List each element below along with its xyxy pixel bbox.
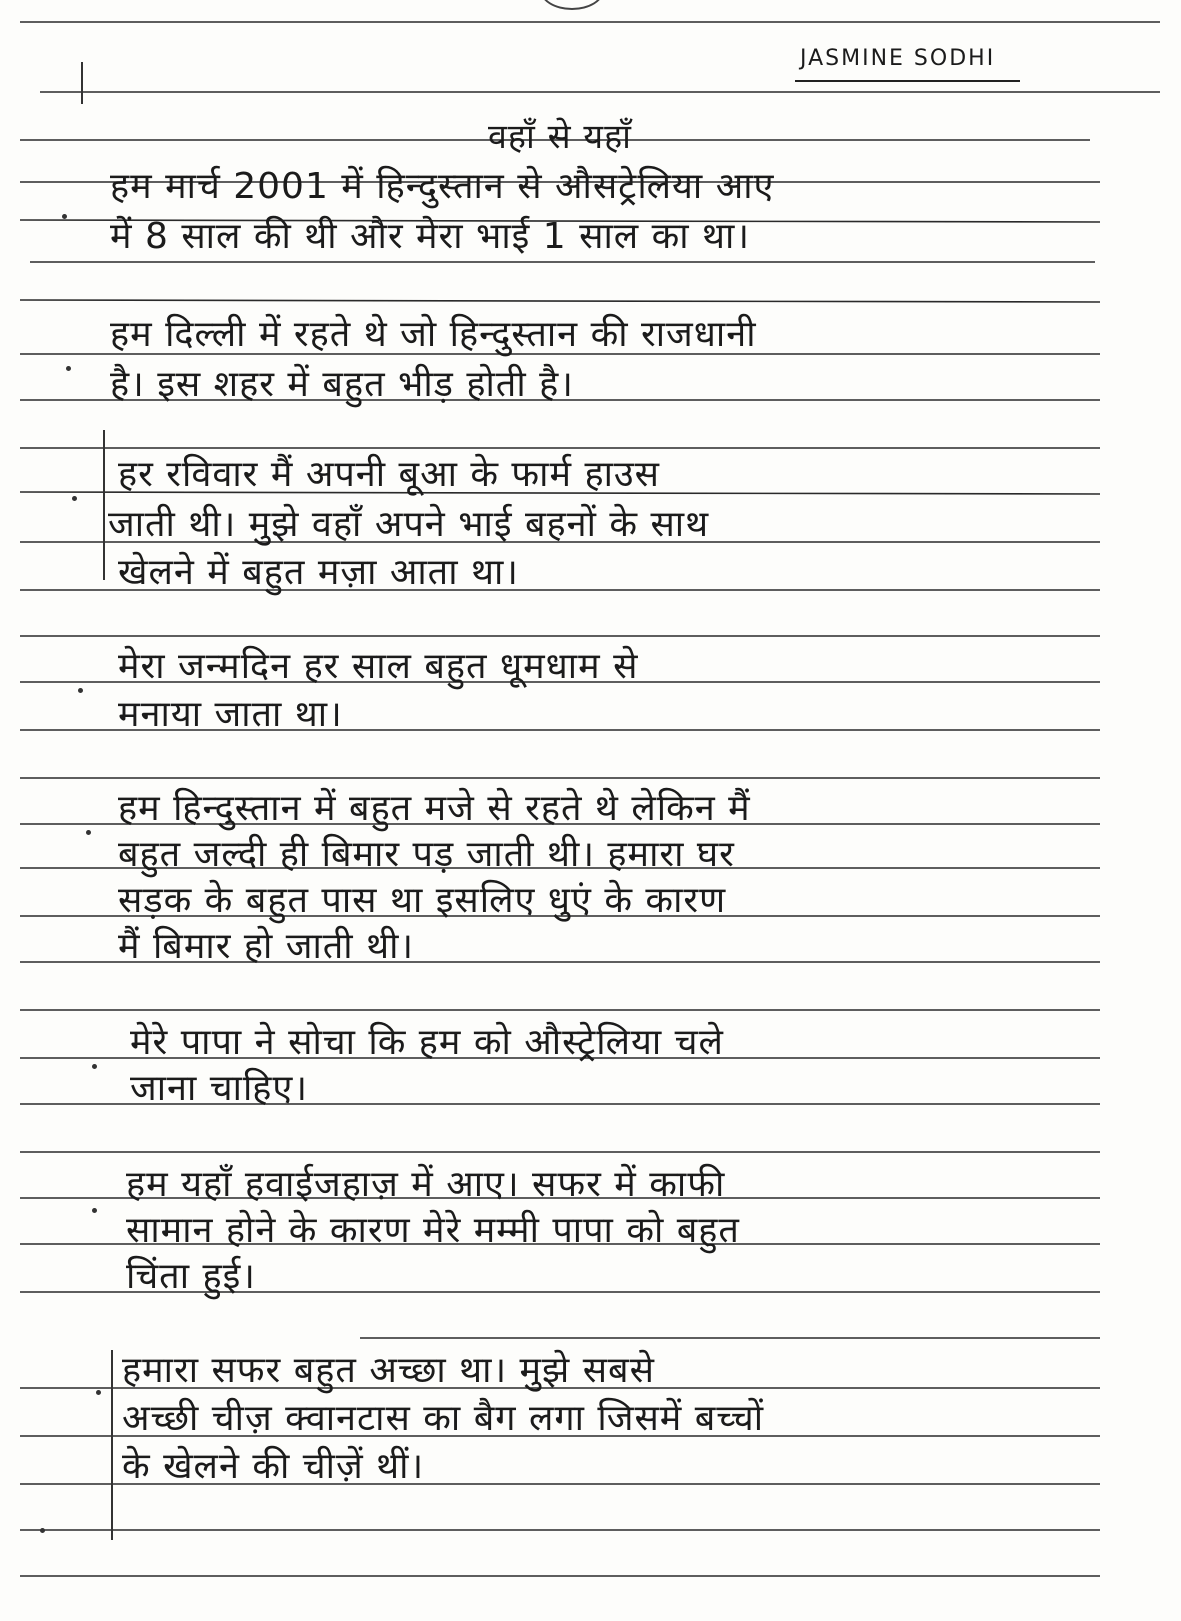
paragraph-2-line-1: हम दिल्ली में रहते थे जो हिन्दुस्तान की राजधानी	[110, 314, 757, 355]
paragraph-7-line-3: चिंता हुई।	[126, 1256, 256, 1297]
paragraph-1-line-1: हम मार्च 2001 में हिन्दुस्तान से औसट्रेलिया आए	[110, 166, 775, 207]
paragraph-7-line-2: सामान होने के कारण मेरे मम्मी पापा को बहुत	[126, 1210, 740, 1251]
paragraph-6-line-2: जाना चाहिए।	[130, 1068, 308, 1109]
paragraph-4-line-1: मेरा जन्मदिन हर साल बहुत धूमधाम से	[118, 646, 639, 687]
paragraph-5-line-1: हम हिन्दुस्तान में बहुत मजे से रहते थे लेकिन मैं	[118, 788, 751, 829]
paragraph-8-line-3: के खेलने की चीज़ें थीं।	[122, 1446, 425, 1487]
paragraph-8-line-1: हमारा सफर बहुत अच्छा था। मुझे सबसे	[122, 1350, 655, 1391]
page-title: वहाँ से यहाँ	[488, 117, 632, 157]
paragraph-bullet	[62, 214, 67, 219]
paragraph-bullet	[66, 366, 71, 371]
paragraph-bullet	[86, 830, 91, 835]
paragraph-bullet	[92, 1208, 97, 1213]
paragraph-3-line-2: जाती थी। मुझे वहाँ अपने भाई बहनों के साथ	[108, 504, 710, 545]
paragraph-4-line-2: मनाया जाता था।	[118, 694, 343, 735]
author-underline	[795, 80, 1020, 82]
author-name: JASMINE SODHI	[800, 46, 996, 71]
paragraph-1-line-2: में 8 साल की थी और मेरा भाई 1 साल का था।	[110, 216, 751, 257]
paragraph-5-line-3: सड़क के बहुत पास था इसलिए धुएं के कारण	[118, 880, 727, 921]
paragraph-5-line-4: मैं बिमार हो जाती थी।	[118, 926, 415, 967]
paragraph-bullet	[92, 1064, 97, 1069]
paragraph-3-line-3: खेलने में बहुत मज़ा आता था।	[118, 552, 519, 593]
paragraph-bullet	[72, 496, 77, 501]
paragraph-bullet	[96, 1390, 101, 1395]
stray-dot	[40, 1528, 45, 1533]
paragraph-3-line-1: हर रविवार मैं अपनी बूआ के फार्म हाउस	[118, 454, 660, 495]
paragraph-7-line-1: हम यहाँ हवाईजहाज़ में आए। सफर में काफी	[126, 1164, 726, 1205]
paragraph-6-line-1: मेरे पापा ने सोचा कि हम को औस्ट्रेलिया चले	[130, 1022, 724, 1063]
paragraph-8-line-2: अच्छी चीज़ क्वानटास का बैग लगा जिसमें बच्चों	[122, 1398, 765, 1439]
paragraph-bullet	[78, 688, 83, 693]
paragraph-5-line-2: बहुत जल्दी ही बिमार पड़ जाती थी। हमारा घर	[118, 834, 735, 875]
paragraph-2-line-2: है। इस शहर में बहुत भीड़ होती है।	[110, 364, 574, 405]
